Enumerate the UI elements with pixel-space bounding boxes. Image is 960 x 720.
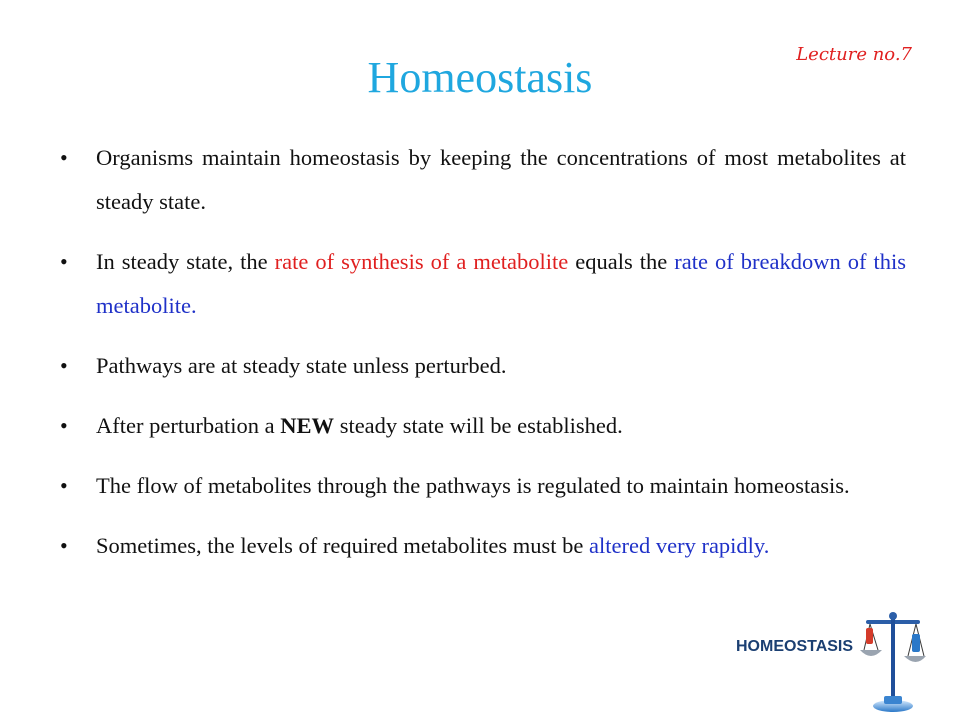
text-segment: In steady state, the bbox=[96, 249, 275, 274]
text-segment: Organisms maintain homeostasis by keeping the concentrations of most metabolites at steady state. bbox=[96, 145, 906, 214]
balance-scale-icon bbox=[860, 604, 926, 716]
text-segment: equals the bbox=[568, 249, 675, 274]
bullet-item bbox=[60, 344, 906, 388]
homeostasis-logo bbox=[728, 604, 930, 716]
blue-highlight-text: altered very rapidly. bbox=[589, 533, 770, 558]
bullet-item bbox=[60, 404, 906, 448]
bullet-item bbox=[60, 524, 906, 568]
bullet-text bbox=[96, 145, 906, 214]
bullet-text bbox=[96, 249, 906, 318]
bullet-text bbox=[96, 353, 507, 378]
bullet-item bbox=[60, 136, 906, 224]
text-segment: Pathways are at steady state unless perturbed. bbox=[96, 353, 507, 378]
text-segment: After perturbation a bbox=[96, 413, 281, 438]
bullet-text bbox=[96, 413, 623, 438]
text-segment: steady state will be established. bbox=[334, 413, 623, 438]
bold-text: NEW bbox=[280, 413, 335, 438]
bullet-text bbox=[96, 473, 850, 498]
blue-highlight-text: rate of breakdown of this metabolite. bbox=[96, 249, 906, 318]
bullet-list bbox=[60, 136, 906, 584]
text-segment: Sometimes, the levels of required metabolites must be bbox=[96, 533, 590, 558]
text-segment: The flow of metabolites through the pathways is regulated to maintain homeostasis. bbox=[96, 473, 850, 498]
bullet-text bbox=[96, 533, 769, 558]
red-highlight-text: rate of synthesis of a metabolite bbox=[274, 249, 569, 274]
slide-title: Homeostasis bbox=[367, 53, 593, 102]
logo-text: HOMEOSTASIS bbox=[736, 638, 854, 655]
lecture-label: Lecture no.7 bbox=[796, 44, 912, 65]
bullet-item bbox=[60, 240, 906, 328]
bullet-item bbox=[60, 464, 906, 508]
